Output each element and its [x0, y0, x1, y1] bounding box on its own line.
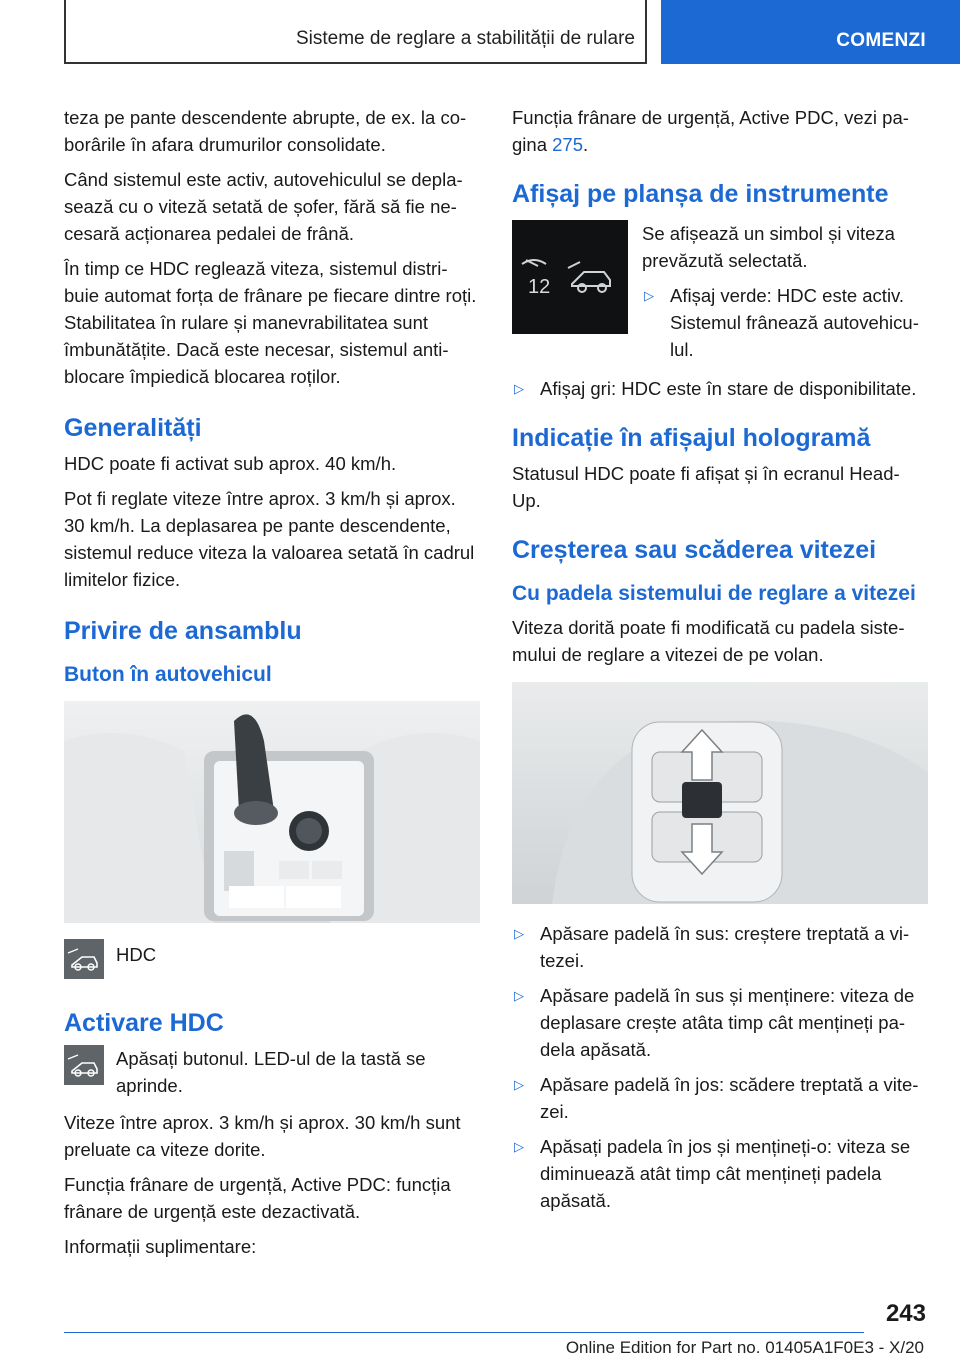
footer-edition: Online Edition for Part no. 01405A1F0E3 - X/20	[565, 1338, 924, 1357]
display-list-a	[642, 282, 928, 363]
hdc-button-icon	[64, 1045, 104, 1085]
footer-divider	[64, 1332, 864, 1333]
steering-wheel-photo	[512, 682, 928, 904]
list-item-text: Afișaj verde: HDC este activ. Sistemul frânează autovehicu-lul.	[670, 285, 919, 360]
heading-overview: Privire de ansamblu	[64, 617, 302, 645]
heading-speed: Creșterea sau scăderea vitezei	[512, 536, 877, 564]
page-header	[0, 0, 960, 66]
cluster-section	[512, 220, 928, 371]
paragraph-end: .	[583, 134, 589, 155]
cluster-text	[642, 220, 928, 371]
chapter-tab[interactable]	[661, 0, 960, 64]
heading-paddle: Cu padela sistemului de reglare a vitezei	[512, 582, 916, 605]
paragraph: teza pe pante descendente abrupte, de ex. la co-borârile în afara drumurilor consolidate.	[64, 107, 467, 155]
list-item-text: Apăsați padela în jos și mențineți-o: viteza se diminuează atât timp cât mențineți padela apăsată.	[540, 1136, 911, 1211]
heading-general: Generalități	[64, 414, 202, 442]
paragraph: Statusul HDC poate fi afișat și în ecranul Head-Up.	[512, 463, 900, 511]
paragraph: Se afișează un simbol și viteza prevăzută selectată.	[642, 223, 895, 271]
heading-hud: Indicație în afișajul hologramă	[512, 424, 871, 452]
list-item	[512, 920, 928, 974]
console-photo	[64, 701, 480, 923]
list-item-text: Apăsare padelă în sus: creștere treptată a vi-tezei.	[540, 923, 910, 971]
list-item	[512, 982, 928, 1063]
paragraph: În timp ce HDC reglează viteza, sistemul distri-buie automat forța de frânare pe fiecare dintre roți. Stabilitatea în rulare și manevrabilitatea sunt îmbunătățite. Dacă este necesar, sistemul anti-blocare împiedică blocarea roților.	[64, 258, 477, 387]
list-item	[642, 282, 928, 363]
hdc-icon	[64, 939, 104, 979]
heading-activate: Activare HDC	[64, 1009, 224, 1037]
hdc-legend	[64, 939, 480, 979]
header-title-box	[64, 0, 647, 64]
paragraph: Pot fi reglate viteze între aprox. 3 km/h și aprox. 30 km/h. La deplasarea pe pante descendente, sistemul reduce viteza la valoarea setată în cadrul limitelor fizice.	[64, 488, 475, 590]
list-item-text: Apăsare padelă în sus și menținere: viteza de deplasare crește atâta timp cât mențineți pa-dela apăsată.	[540, 985, 915, 1060]
chapter-tab-label: COMENZI	[836, 30, 926, 51]
list-item	[512, 375, 928, 402]
right-column	[512, 104, 928, 1222]
cluster-speed: 12	[528, 276, 551, 298]
paragraph: Funcția frânare de urgență, Active PDC: funcția frânare de urgență este dezactivată.	[64, 1174, 451, 1222]
activate-instruction	[64, 1045, 480, 1099]
paddle-list	[512, 920, 928, 1214]
paragraph: Apăsați butonul. LED-ul de la tastă se aprinde.	[116, 1048, 426, 1096]
paragraph: Viteze între aprox. 3 km/h și aprox. 30 km/h sunt preluate ca viteze dorite.	[64, 1112, 461, 1160]
heading-display: Afișaj pe planșa de instrumente	[512, 180, 889, 208]
list-item	[512, 1071, 928, 1125]
bullet-triangle-icon: ▷	[514, 926, 524, 941]
paragraph-text: Funcția frânare de urgență, Active PDC, vezi pa-gina	[512, 107, 909, 155]
page-number: 243	[885, 1300, 926, 1327]
paragraph: Informații suplimentare:	[64, 1236, 257, 1257]
paragraph: Când sistemul este activ, autovehiculul se depla-sează cu o viteză setată de șofer, fără să fie ne-cesară acționarea pedalei de frână.	[64, 169, 463, 244]
list-item-text: Apăsare padelă în jos: scădere treptată a vite-zei.	[540, 1074, 919, 1122]
list-item-text: Afișaj gri: HDC este în stare de disponibilitate.	[540, 378, 917, 399]
page-link[interactable]: 275	[552, 134, 583, 155]
paragraph: HDC poate fi activat sub aprox. 40 km/h.	[64, 453, 397, 474]
left-column	[64, 104, 480, 1268]
cluster-display-image	[512, 220, 628, 334]
display-list-b	[512, 375, 928, 402]
paragraph: Viteza dorită poate fi modificată cu padela siste-mului de reglare a vitezei de pe volan.	[512, 617, 905, 665]
bullet-triangle-icon: ▷	[514, 1077, 524, 1092]
hdc-label: HDC	[116, 944, 157, 965]
bullet-triangle-icon: ▷	[514, 381, 524, 396]
bullet-triangle-icon: ▷	[514, 1139, 524, 1154]
paragraph	[512, 104, 928, 158]
section-title: Sisteme de reglare a stabilității de rulare	[295, 28, 635, 49]
heading-button: Buton în autovehicul	[64, 663, 272, 686]
list-item	[512, 1133, 928, 1214]
bullet-triangle-icon: ▷	[514, 988, 524, 1003]
bullet-triangle-icon: ▷	[644, 288, 654, 303]
